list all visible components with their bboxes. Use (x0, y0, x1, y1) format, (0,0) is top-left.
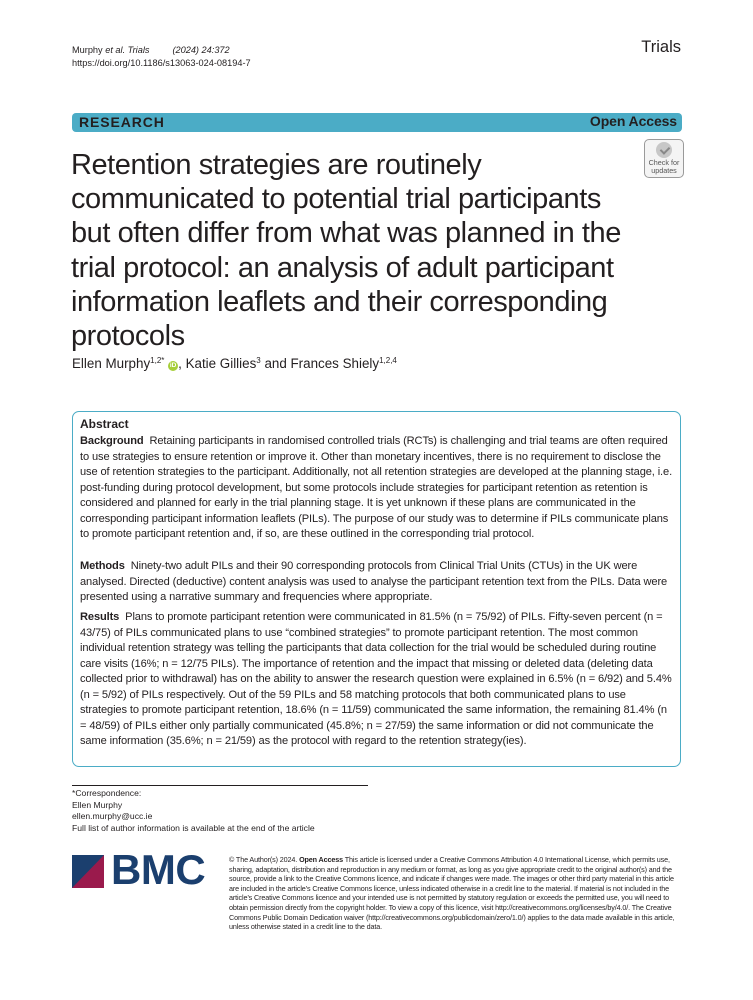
article-title: Retention strategies are routinely communicated to potential trial participants but often differ from what was planned in the trial protocol: an analysis of adult participant information leaflets and their corresponding protocols (71, 149, 621, 353)
abstract-methods (80, 559, 675, 606)
header-author: Murphy (72, 45, 103, 55)
orcid-icon[interactable]: iD (169, 362, 177, 369)
abstract-background (80, 434, 675, 543)
abstract-results (80, 610, 675, 750)
correspondence-email[interactable]: ellen.murphy@ucc.ie (72, 811, 153, 822)
background-label: Background (80, 435, 144, 447)
header-journal-abbrev: et al. Trials (105, 45, 150, 55)
author-2-affiliation: 3 (256, 356, 261, 365)
header-year-volume: (2024) 24:372 (172, 45, 230, 55)
correspondence-name: Ellen Murphy (72, 799, 123, 810)
article-type-label: RESEARCH (79, 114, 165, 130)
check-for-updates-badge[interactable] (644, 139, 684, 178)
header-doi[interactable]: https://doi.org/10.1186/s13063-024-08194-7 (72, 57, 251, 68)
author-3-affiliation: 1,2,4 (379, 356, 397, 365)
correspondence-note (72, 788, 315, 834)
license-statement (229, 855, 683, 932)
author-3: and Frances Shiely (260, 356, 380, 371)
check-update-icon (656, 142, 672, 158)
methods-text: Ninety-two adult PILs and their 90 corresponding protocols from Clinical Trial Units (CTUs) in the UK were analysed. Directed (deductive) content analysis was used to analyse the participant retention text from the PILs. Data were presented using a narrative summary and frequencies where appropriate. (80, 560, 668, 603)
open-access-label: Open Access (589, 113, 677, 129)
author-info-note: Full list of author information is available at the end of the article (72, 822, 315, 833)
bmc-logo-text: BMC (111, 846, 206, 893)
check-updates-line1: Check for (648, 158, 680, 167)
author-1: Ellen Murphy (72, 356, 151, 371)
results-label: Results (80, 611, 120, 623)
correspondence-label: *Correspondence: (72, 788, 142, 798)
methods-label: Methods (80, 560, 125, 572)
license-open-access: Open Access (299, 855, 344, 864)
citation-header (72, 44, 251, 69)
license-copyright: © The Author(s) 2024. (229, 855, 298, 864)
abstract-heading: Abstract (80, 417, 129, 431)
results-text: Plans to promote participant retention were communicated in 81.5% (n = 75/92) of PILs. Fifty-seven percent (n = 43/75) of PILs communicated plans to use “combined strategies” to promote participant retention. The most common individual retention strategy was telling the participants that data collection for the trial would be scheduled during routine care visits (16%; n = 12/75 PILs). The importance of retention and the impact that missing or deleted data (deleting data collected prior to withdrawal) has on the ability to answer the research question were explained in 6.5% (n = 6/92) and 5.4% (n = 5/92) of PILs respectively. Out of the 59 PILs and 58 matching protocols that both communicated plans to use strategies to promote participant retention, 18.6% (n = 11/59) communicated the same information, the remaining 81.4% (n = 48/59) of PILs either only partially communicated (45.8%; n = 27/59) the same information or did not communicate the same information (35.6%; n = 21/59) as the protocol with regard to the retention strategy(ies). (80, 611, 672, 747)
bmc-logo-mark (72, 855, 104, 888)
background-text: Retaining participants in randomised controlled trials (RCTs) is challenging and trial teams are often required to use strategies to ensure retention or improve it. Other than monetary incentives, there is no requirement to disclose the use of retention strategies to the participant. Additionally, not all retention strategies are developed at the planning stage, i.e. post-funding during protocol development, but some protocols include strategies for participant retention as retention is considered and planned for early in the trial planning stage. It is yet unknown if these plans are communicated in the corresponding participant information leaflets (PILs). The purpose of our study was to determine if PILs communicate plans to promote participant retention and, if so, are these outlined in the corresponding trial protocol. (80, 435, 673, 540)
check-updates-line2: updates (651, 165, 677, 175)
author-2: , Katie Gillies (178, 356, 257, 371)
author-1-affiliation: 1,2* (150, 356, 165, 365)
footnote-divider (72, 785, 368, 786)
journal-name: Trials (641, 38, 681, 56)
license-text: This article is licensed under a Creative Commons Attribution 4.0 International License, which permits use, sharing, adaptation, distribution and reproduction in any medium or format, as long as you give appropriate credit to the original author(s) and the source, provide a link to the Creative Commons licence, and indicate if changes were made. The images or other third party material in this article are included in the article’s Creative Commons licence, unless indicated otherwise in a credit line to the material. If material is not included in the article’s Creative Commons licence and your intended use is not permitted by statutory regulation or exceeds the permitted use, you will need to obtain permission directly from the copyright holder. To view a copy of this licence, visit http://creativecommons.org/licenses/by/4.0/. The Creative Commons Public Domain Dedication waiver (http://creativecommons.org/publicdomain/zero/1.0/) applies to the data made available in this article, unless otherwise stated in a credit line to the data. (229, 855, 675, 932)
author-list (72, 356, 397, 371)
